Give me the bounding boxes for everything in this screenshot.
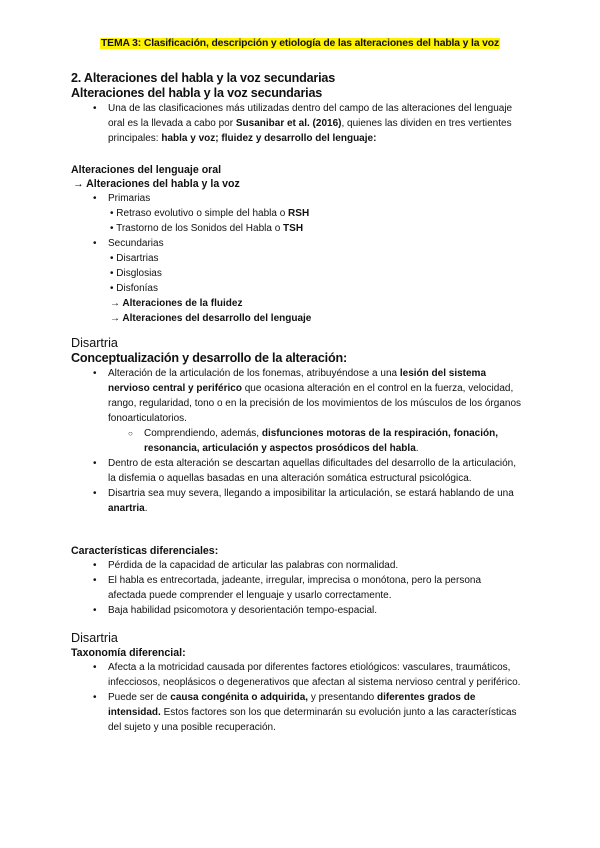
list-item: • Baja habilidad psicomotora y desorientación tempo-espacial. xyxy=(108,603,522,618)
bold-text: diferentes grados de intensidad. xyxy=(108,692,476,718)
text-span: Estos factores son los que determinarán su evolución junto a las características del sujeto y una posible recuperación. xyxy=(108,707,517,733)
list-item-primarias: • Primarias xyxy=(108,191,522,206)
page-header xyxy=(0,38,600,49)
acronym: TSH xyxy=(283,223,304,234)
list-item xyxy=(108,486,522,516)
text-span: . xyxy=(415,443,419,454)
list-item: • Afecta a la motricidad causada por diferentes factores etiológicos: vasculares, traumáticos, infecciosos, neoplásicos o degenerativos que afectan al sistema nervioso central y periférico. xyxy=(108,660,522,690)
header-title: TEMA 3: Clasificación, descripción y etiología de las alteraciones del habla y la voz xyxy=(100,38,499,49)
sub-item-arrow: → Alteraciones de la fluidez xyxy=(110,298,243,309)
sub-list-item xyxy=(144,426,514,456)
text-span: Una de las clasificaciones más utilizadas dentro del campo de las alteraciones del lenguaje oral es la llevada a cabo por xyxy=(108,103,513,129)
bold-text: causa congénita o adquirida, xyxy=(170,692,309,703)
section-subtitle: Conceptualización y desarrollo de la alteración: xyxy=(71,351,347,365)
bullet-list xyxy=(0,558,600,618)
section-title: Alteraciones del lenguaje oral xyxy=(71,164,222,176)
list-item: • Una de las clasificaciones más utilizadas dentro del campo de las alteraciones del lenguaje oral es la llevada a cabo por Susanibar et al. (2016), quienes las dividen en tres vertientes principales: habla y voz; fluidez y desarrollo del lenguaje: xyxy=(108,101,522,146)
author-ref: Susanibar et al. (2016) xyxy=(235,118,342,129)
bullet-list xyxy=(0,101,600,146)
text-span: • Trastorno de los Sonidos del Habla o xyxy=(110,223,284,234)
list-item: • Dentro de esta alteración se descartan aquellas dificultades del desarrollo de la articulación, la disfemia o aquellas basadas en una alteración somática estructural psicológica. xyxy=(108,456,522,486)
arrow-heading: → Alteraciones del habla y la voz xyxy=(73,178,240,190)
text-span: • Retraso evolutivo o simple del habla o xyxy=(110,208,289,219)
list-item xyxy=(108,690,522,735)
text-span: . xyxy=(144,503,148,514)
section-subtitle: Taxonomía diferencial: xyxy=(71,647,186,659)
text-span: , quienes las dividen en tres vertientes principales: xyxy=(108,118,512,144)
sub-item xyxy=(110,221,600,236)
section-secundarias xyxy=(0,71,600,146)
list-item-secundarias: • Secundarias xyxy=(108,236,522,251)
section-caracteristicas xyxy=(0,544,600,618)
bold-text: lesión del sistema nervioso central y periférico xyxy=(108,368,487,394)
section-title: Alteraciones del habla y la voz secundarias xyxy=(71,86,323,100)
section-taxonomia xyxy=(0,631,600,735)
bullet-list xyxy=(0,191,600,206)
sub-item-arrow: → Alteraciones del desarrollo del lenguaje xyxy=(110,313,312,324)
section-title: Disartria xyxy=(71,631,118,645)
list-item: • Pérdida de la capacidad de articular las palabras con normalidad. xyxy=(108,558,522,573)
sub-item xyxy=(110,206,600,221)
section-title-numbered: 2. Alteraciones del habla y la voz secundarias xyxy=(71,71,336,85)
section-lenguaje-oral xyxy=(0,163,600,326)
text-span: Alteración de la articulación de los fonemas, atribuyéndose a una xyxy=(108,368,400,379)
list-item xyxy=(108,366,522,456)
list-item: • El habla es entrecortada, jadeante, irregular, imprecisa o monótona, pero la persona afectada puede comprender el lenguaje y usarlo correctamente. xyxy=(108,573,522,603)
bullet-list xyxy=(0,366,600,516)
text-span: Puede ser de xyxy=(108,692,171,703)
sub-bullet-list xyxy=(0,426,522,456)
bold-text: anartria xyxy=(108,503,145,514)
bullet-list xyxy=(0,236,600,251)
section-disartria xyxy=(0,336,600,516)
sub-item: • Disglosias xyxy=(110,268,162,279)
section-title: Características diferenciales: xyxy=(71,545,219,557)
sub-item: • Disartrias xyxy=(110,253,159,264)
bold-text: habla y voz; fluidez y desarrollo del lenguaje xyxy=(161,133,374,144)
text-span: que ocasiona alteración en el control en la fuerza, velocidad, rango, regularidad, tono o en la precisión de los movimientos de los músculos de los órganos fonoarticulatorios. xyxy=(108,383,522,424)
sub-item: • Disfonías xyxy=(110,283,158,294)
section-title: Disartria xyxy=(71,336,118,350)
text-span: Comprendiendo, además, xyxy=(144,428,262,439)
acronym: RSH xyxy=(288,208,310,219)
text-span: Disartria sea muy severa, llegando a imposibilitar la articulación, se estará hablando de una xyxy=(108,488,514,499)
bold-text: disfunciones motoras de la respiración, fonación, resonancia, articulación y aspectos prosódicos del habla xyxy=(144,428,499,454)
bullet-list xyxy=(0,660,600,735)
text-span: y presentando xyxy=(308,692,378,703)
